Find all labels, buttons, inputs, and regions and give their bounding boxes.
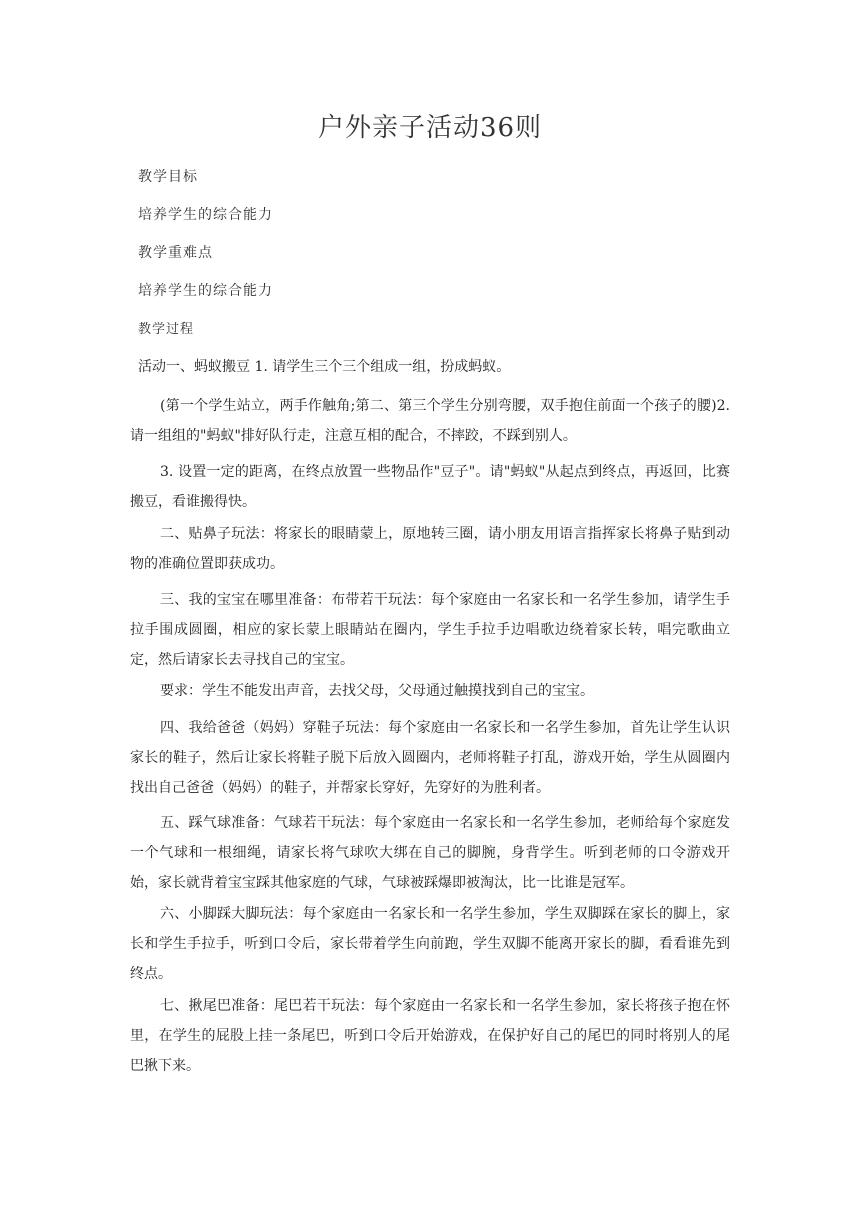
objective-text: 培养学生的综合能力 xyxy=(138,207,273,223)
difficulty-text: 培养学生的综合能力 xyxy=(138,283,273,299)
paragraph-activity-3: 三、我的宝宝在哪里准备：布带若干玩法：每个家庭由一名家长和一名学生参加，请学生手拉手围成圆圈，相应的家长蒙上眼睛站在圈内，学生手拉手边唱歌边绕着家长转，唱完歌曲立定，然后请家长去寻找自己的宝宝。 xyxy=(130,592,730,668)
objective-heading: 教学目标 xyxy=(138,169,198,185)
paragraph-activity-2: 二、贴鼻子玩法：将家长的眼睛蒙上，原地转三圈，请小朋友用语言指挥家长将鼻子贴到动物的准确位置即获成功。 xyxy=(130,526,730,572)
paragraph-activity-1-step-3: 3. 设置一定的距离，在终点放置一些物品作"豆子"。请"蚂蚁"从起点到终点，再返回，比赛搬豆，看谁搬得快。 xyxy=(130,464,730,510)
process-heading: 教学过程 xyxy=(138,322,195,337)
document-title: 户外亲子活动36则 xyxy=(317,113,543,143)
paragraph-activity-3-requirement: 要求：学生不能发出声音，去找父母，父母通过触摸找到自己的宝宝。 xyxy=(160,683,594,699)
paragraph-activity-1: 活动一、蚂蚁搬豆 1. 请学生三个三个组成一组，扮成蚂蚁。 xyxy=(138,359,511,375)
paragraph-activity-7: 七、揪尾巴准备：尾巴若干玩法：每个家庭由一名家长和一名学生参加，家长将孩子抱在怀里，在学生的屁股上挂一条尾巴，听到口令后开始游戏，在保护好自己的尾巴的同时将别人的尾巴揪下来。 xyxy=(130,998,730,1074)
paragraph-activity-4: 四、我给爸爸（妈妈）穿鞋子玩法：每个家庭由一名家长和一名学生参加，首先让学生认识家长的鞋子，然后让家长将鞋子脱下后放入圆圈内，老师将鞋子打乱，游戏开始，学生从圆圈内找出自己爸爸（妈妈）的鞋子，并帮家长穿好，先穿好的为胜利者。 xyxy=(130,720,730,796)
paragraph-activity-1-detail: (第一个学生站立，两手作触角;第二、第三个学生分别弯腰，双手抱住前面一个孩子的腰)2. 请一组组的"蚂蚁"排好队行走，注意互相的配合，不摔跤，不踩到别人。 xyxy=(130,398,730,444)
difficulty-heading: 教学重难点 xyxy=(138,245,213,261)
paragraph-activity-6: 六、小脚踩大脚玩法：每个家庭由一名家长和一名学生参加，学生双脚踩在家长的脚上，家长和学生手拉手，听到口令后，家长带着学生向前跑，学生双脚不能离开家长的脚，看看谁先到终点。 xyxy=(130,906,730,982)
paragraph-activity-5: 五、踩气球准备：气球若干玩法：每个家庭由一名家长和一名学生参加，老师给每个家庭发一个气球和一根细绳，请家长将气球吹大绑在自己的脚腕，身背学生。听到老师的口令游戏开始，家长就背着宝宝踩其他家庭的气球，气球被踩爆即被淘汰，比一比谁是冠军。 xyxy=(130,815,730,891)
